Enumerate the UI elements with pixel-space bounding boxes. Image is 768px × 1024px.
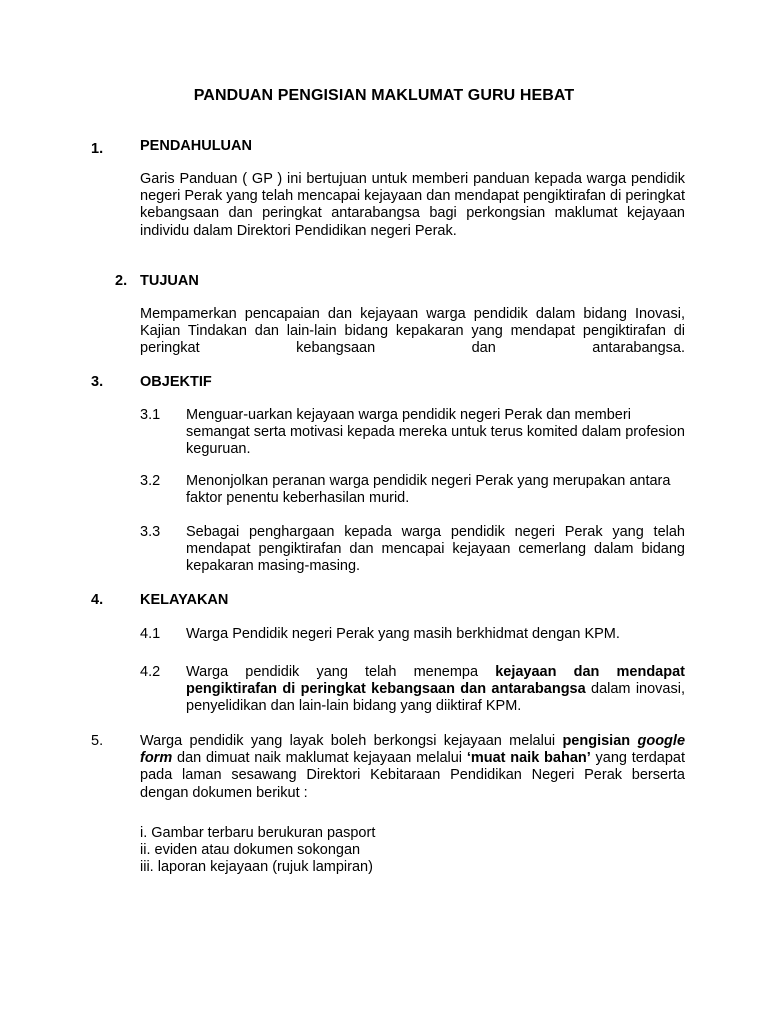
objective-3-2-number: 3.2 xyxy=(140,473,161,489)
section-5-text xyxy=(140,733,685,802)
objective-3-1-number: 3.1 xyxy=(140,407,161,423)
eligibility-4-1-text: Warga Pendidik negeri Perak yang masih berkhidmat dengan KPM. xyxy=(186,626,620,642)
section-3-heading: OBJEKTIF xyxy=(140,374,212,390)
section-2-heading: TUJUAN xyxy=(140,273,199,289)
objective-3-3-text: Sebagai penghargaan kepada warga pendidik negeri Perak yang telah mendapat pengiktirafan dan mencapai kejayaan cemerlang dalam bidang kepakaran masing-masing. xyxy=(186,524,685,575)
section-1-text: Garis Panduan ( GP ) ini bertujuan untuk memberi panduan kepada warga pendidik negeri Perak yang telah mencapai kejayaan dan mendapat pengiktirafan di peringkat kebangsaan dan peringkat antarabangsa bagi perkongsian maklumat kejayaan individu dalam Direktori Pendidikan negeri Perak. xyxy=(140,171,685,239)
section-2-text: Mempamerkan pencapaian dan kejayaan warga pendidik dalam bidang Inovasi, Kajian Tindakan dan lain-lain bidang kepakaran yang mendapat pengiktirafan di peringkat kebangsaan dan antarabangsa. xyxy=(140,306,685,357)
section-5-text-2: dan dimuat naik maklumat kejayaan melalui xyxy=(172,750,467,767)
objective-3-1-text: Menguar-uarkan kejayaan warga pendidik negeri Perak dan memberi semangat serta motivasi kepada mereka untuk terus komited dalam profesion keguruan. xyxy=(186,407,685,458)
eligibility-4-2-pre: Warga pendidik yang telah menempa xyxy=(186,664,496,680)
section-4-number: 4. xyxy=(91,592,104,608)
eligibility-4-2-text xyxy=(186,664,685,716)
document-list-item-2: ii. eviden atau dokumen sokongan xyxy=(140,842,361,858)
section-3-number: 3. xyxy=(91,374,104,390)
document-list-item-3: iii. laporan kejayaan (rujuk lampiran) xyxy=(140,859,373,875)
section-5-bold-1: pengisian xyxy=(562,733,631,749)
section-5-text-3: yang terdapat pada laman sesawang Direktori Kebitaraan Pendidikan Negeri Perak berserta dengan dokumen berikut : xyxy=(140,750,685,801)
objective-3-2-text: Menonjolkan peranan warga pendidik negeri Perak yang merupakan antara faktor penentu keberhasilan murid. xyxy=(186,473,671,507)
eligibility-4-2-post: dalam inovasi, penyelidikan dan lain-lain bidang yang diiktiraf KPM. xyxy=(186,681,685,715)
section-5-google-form: google form xyxy=(140,733,686,767)
objective-3-3-number: 3.3 xyxy=(140,524,161,540)
eligibility-4-2-number: 4.2 xyxy=(140,664,161,680)
section-5-text-1: Warga pendidik yang layak boleh berkongsi kejayaan melalui xyxy=(140,733,563,749)
eligibility-4-1-number: 4.1 xyxy=(140,626,161,642)
section-1-heading: PENDAHULUAN xyxy=(140,138,252,154)
section-1-number: 1. xyxy=(91,141,104,157)
eligibility-4-2-bold: kejayaan dan mendapat pengiktirafan di peringkat kebangsaan dan antarabangsa xyxy=(186,664,685,698)
section-2-number: 2. xyxy=(115,273,128,289)
document-title: PANDUAN PENGISIAN MAKLUMAT GURU HEBAT xyxy=(193,87,575,104)
section-4-heading: KELAYAKAN xyxy=(140,592,229,608)
section-5-bold-2: ‘muat naik bahan’ xyxy=(466,750,591,767)
section-5-number: 5. xyxy=(91,733,104,749)
document-list-item-1: i. Gambar terbaru berukuran pasport xyxy=(140,825,376,841)
